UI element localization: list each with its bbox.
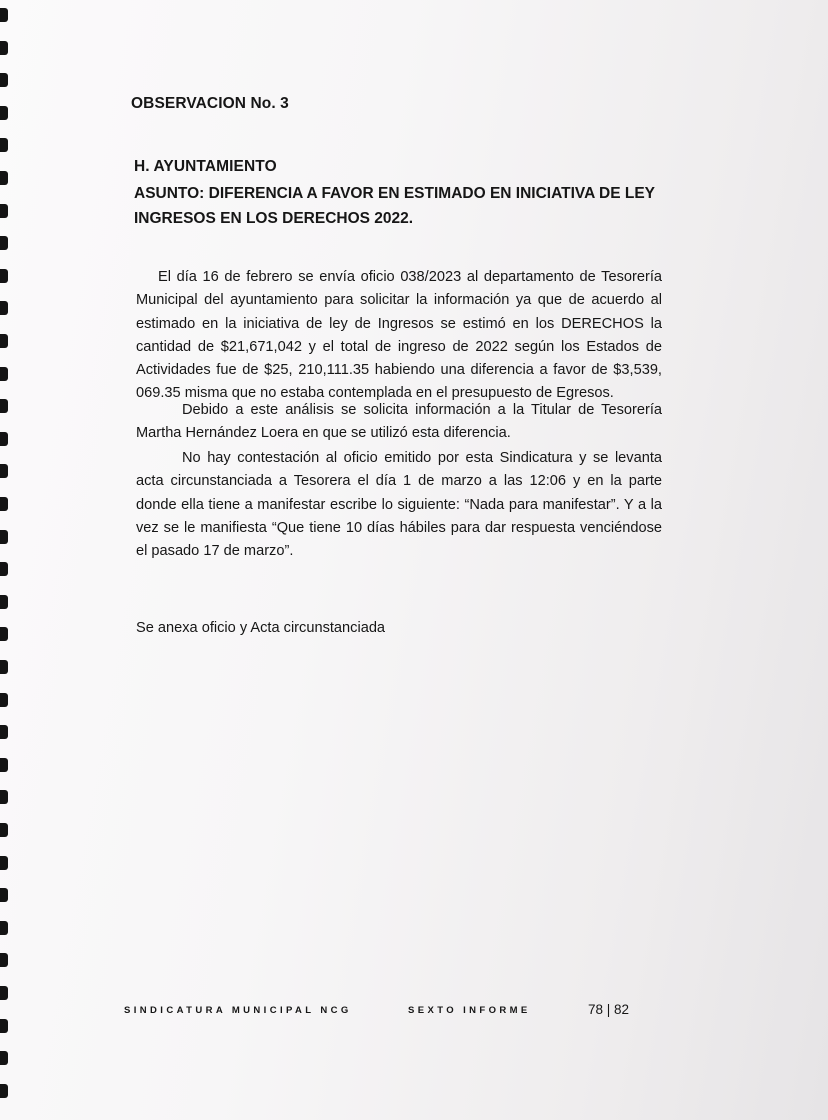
addressee-heading: H. AYUNTAMIENTO <box>134 158 277 175</box>
binding-hole <box>0 1019 8 1033</box>
footer-report: SEXTO INFORME <box>408 1005 531 1016</box>
paragraph-analysis: Debido a este análisis se solicita información a la Titular de Tesorería Martha Hernández Loera en que se utilizó esta diferencia. <box>136 402 662 442</box>
binding-hole <box>0 367 8 381</box>
binding-hole <box>0 138 8 152</box>
binding-hole <box>0 236 8 250</box>
binding-hole <box>0 204 8 218</box>
binding-hole <box>0 1051 8 1065</box>
subject-heading: ASUNTO: DIFERENCIA A FAVOR EN ESTIMADO EN INICIATIVA DE LEY INGRESOS EN LOS DERECHOS 2022. <box>134 185 655 227</box>
spiral-binding <box>0 0 12 1120</box>
binding-hole <box>0 758 8 772</box>
binding-hole <box>0 986 8 1000</box>
binding-hole <box>0 73 8 87</box>
binding-hole <box>0 106 8 120</box>
binding-hole <box>0 921 8 935</box>
binding-hole <box>0 464 8 478</box>
observation-title: OBSERVACION No. 3 <box>131 95 289 112</box>
binding-hole <box>0 399 8 413</box>
binding-hole <box>0 562 8 576</box>
binding-hole <box>0 856 8 870</box>
binding-hole <box>0 334 8 348</box>
binding-hole <box>0 725 8 739</box>
binding-hole <box>0 790 8 804</box>
binding-hole <box>0 530 8 544</box>
binding-hole <box>0 1084 8 1098</box>
binding-hole <box>0 888 8 902</box>
binding-hole <box>0 693 8 707</box>
binding-hole <box>0 627 8 641</box>
binding-hole <box>0 269 8 283</box>
binding-hole <box>0 8 8 22</box>
paragraph-no-response: No hay contestación al oficio emitido por esta Sindicatura y se levanta acta circunstanciada a Tesorera el día 1 de marzo a las 12:06 y en la parte donde ella tiene a manifestar escribe lo siguiente: “Nada para manifestar”. Y a la vez se le manifiesta “Que tiene 10 días hábiles para dar respuesta venciéndose el pasado 17 de marzo”. <box>136 450 662 560</box>
annex-note: Se anexa oficio y Acta circunstanciada <box>136 620 386 636</box>
paragraph-request: El día 16 de febrero se envía oficio 038/2023 al departamento de Tesorería Municipal del ayuntamiento para solicitar la información ya que de acuerdo al estimado en la iniciativa de ley de Ingresos se estimó en los DERECHOS la cantidad de $21,671,042 y el total de ingreso de 2022 según los Estados de Actividades fue de $25, 210,111.35 habiendo una diferencia a favor de $3,539, 069.35 misma que no estaba contemplada en el presupuesto de Egresos. <box>136 269 662 402</box>
binding-hole <box>0 432 8 446</box>
binding-hole <box>0 301 8 315</box>
binding-hole <box>0 823 8 837</box>
binding-hole <box>0 660 8 674</box>
binding-hole <box>0 953 8 967</box>
page-number: 78 | 82 <box>588 1002 630 1017</box>
binding-hole <box>0 41 8 55</box>
binding-hole <box>0 595 8 609</box>
footer-organization: SINDICATURA MUNICIPAL NCG <box>124 1005 352 1016</box>
binding-hole <box>0 497 8 511</box>
binding-hole <box>0 171 8 185</box>
